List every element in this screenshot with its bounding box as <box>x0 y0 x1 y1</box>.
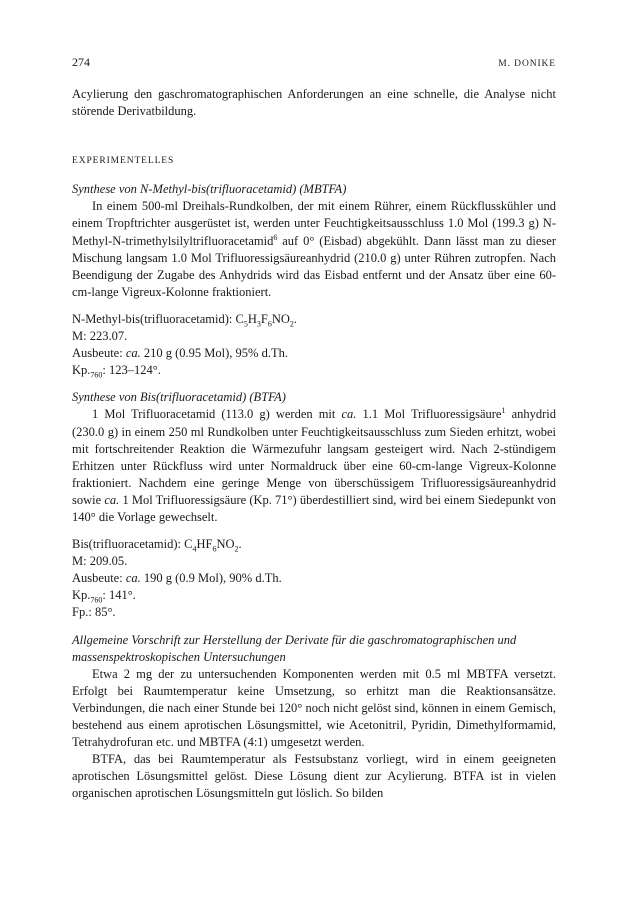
mp-label: Fp.: <box>72 605 95 620</box>
formula-label: Bis(trifluoracetamid): <box>72 537 185 552</box>
mass-label: M: <box>72 554 90 569</box>
formula-part: . <box>293 311 298 326</box>
formula-label: N-Methyl-bis(trifluoracetamid): <box>72 311 236 326</box>
running-header <box>72 54 556 72</box>
circa-label: ca. <box>125 571 141 586</box>
mbtfa-mass-line <box>72 328 556 345</box>
page <box>72 54 556 802</box>
yield-label: Ausbeute: <box>72 346 126 361</box>
bp-label: Kp. <box>72 363 91 378</box>
intro-paragraph: Acylierung den gaschromatographischen Anforderungen an eine schnelle, die Analyse nicht störende Derivatbildung. <box>72 87 556 119</box>
mbtfa-procedure <box>72 198 556 301</box>
btfa-procedure <box>72 406 556 526</box>
section-title: EXPERIMENTELLES <box>72 156 175 167</box>
mbtfa-body-a: In einem 500-ml Dreihals-Rundkolben, der mit einem Rührer, einem Rückflusskühler und einem Tropftrichter ausgerüstet ist, werden unter Feuchtigkeitsausschluss 1.0 Mol (199.3 g) N-Methyl-N-trimethylsilyltrifluoracetamid <box>72 199 556 248</box>
btfa-bp-line <box>72 587 556 604</box>
btfa-body-b: 1.1 Mol Trifluoressigsäure <box>356 407 502 422</box>
btfa-mp-line <box>72 604 556 621</box>
bp-label: Kp. <box>72 588 91 603</box>
running-author: M. DONIKE <box>498 59 556 69</box>
page-number: 274 <box>72 55 90 69</box>
mbtfa-formula-line <box>72 311 556 328</box>
mbtfa-yield-line <box>72 345 556 362</box>
bp-value: : 123–124°. <box>102 363 161 378</box>
mp-value: 85°. <box>94 605 116 620</box>
btfa-body-c: anhydrid (230.0 g) in einem 250 ml Rundkolben unter Feuchtigkeitsausschluss zum Sieden erhitzt, wobei mit fortschreitender Reaktion die Wärmezufuhr langsam gesteigert wird. Nach 2-stündigem Erhitzen unter Rückfluss wird unter Normaldruck über eine 60-cm-lange Vigreux-Kolonne fraktioniert. Nachdem eine geringe Menge von überschüssigem Trifluoressigsäureanhydrid sowie <box>72 407 557 507</box>
formula-subscript: 6 <box>212 544 217 554</box>
yield-value: 210 g (0.95 Mol), 95% d.Th. <box>140 346 288 361</box>
general-paragraph-2: BTFA, das bei Raumtemperatur als Festsubstanz vorliegt, wird in einem geeigneten aprotischen Lösungsmittel gelöst. Diese Lösung dient zur Acylierung. BTFA ist in vielen organischen aprotischen Lösungsmitteln gut löslich. So bilden <box>72 752 556 801</box>
formula-subscript: 4 <box>192 544 197 554</box>
yield-label: Ausbeute: <box>72 571 126 586</box>
btfa-mass-line <box>72 553 556 570</box>
formula-subscript: 2 <box>234 544 239 554</box>
formula-part: . <box>238 537 242 552</box>
formula-part: C <box>235 311 244 326</box>
formula-part: H <box>247 311 257 326</box>
btfa-heading: Synthese von Bis(trifluoracetamid) (BTFA) <box>72 390 286 405</box>
formula-part: NO <box>271 311 290 326</box>
formula-part: F <box>260 311 268 326</box>
btfa-properties <box>72 536 556 621</box>
circa-label: ca. <box>125 346 141 361</box>
mbtfa-bp-line <box>72 362 556 379</box>
yield-value: 190 g (0.9 Mol), 90% d.Th. <box>140 571 282 586</box>
bp-pressure: 760 <box>90 370 103 380</box>
btfa-yield-line <box>72 570 556 587</box>
mbtfa-heading: Synthese von N-Methyl-bis(trifluoracetamid) (MBTFA) <box>72 182 347 197</box>
btfa-formula-line <box>72 536 556 553</box>
bp-value: : 141°. <box>102 588 136 603</box>
mbtfa-properties <box>72 311 556 379</box>
reference-note: 1 <box>501 406 506 416</box>
btfa-body-a: 1 Mol Trifluoracetamid (113.0 g) werden mit <box>92 407 342 422</box>
formula-subscript: 2 <box>289 319 294 329</box>
mass-value: 209.05. <box>89 554 128 569</box>
general-paragraph-1: Etwa 2 mg der zu untersuchenden Komponenten werden mit 0.5 ml MBTFA versetzt. Erfolgt bei Raumtemperatur keine Umsetzung, so erhitzt man die Reaktionsansätze. Verbindungen, die nach einer Stunde bei 120° noch nicht gelöst sind, können in einem Gemisch, bestehend aus einem aprotischen Lösungsmittel, wie Acetonitril, Pyridin, Dimethylformamid, Tetrahydrofuran etc. und MBTFA (4:1) umgesetzt werden. <box>72 666 556 750</box>
mass-label: M: <box>72 329 90 344</box>
formula-part: HF <box>196 537 213 552</box>
mbtfa-body-b: auf 0° (Eisbad) abgekühlt. Dann lässt man zu dieser Mischung langsam 1.0 Mol Trifluoressigsäureanhydrid (210.0 g) unter Rühren zutropfen. Nach Beendigung der Zugabe des Anhydrids wird das Eisbad entfernt und der Ansatz über eine 60-cm-lange Vigreux-Kolonne fraktioniert. <box>72 233 556 299</box>
circa-label: ca. <box>341 407 357 422</box>
circa-label: ca. <box>104 492 120 507</box>
reference-note: 6 <box>273 232 278 242</box>
mass-value: 223.07. <box>89 329 128 344</box>
formula-subscript: 5 <box>243 319 248 329</box>
formula-part: C <box>184 537 193 552</box>
bp-pressure: 760 <box>90 595 103 605</box>
formula-part: NO <box>216 537 235 552</box>
general-heading: Allgemeine Vorschrift zur Herstellung der Derivate für die gaschromatographischen und massenspektroskopischen Untersuchungen <box>72 632 517 664</box>
formula-subscript: 6 <box>267 319 272 329</box>
btfa-body-d: 1 Mol Trifluoressigsäure (Kp. 71°) überdestilliert sind, wird bei einem Siedepunkt von 140° die Vorlage gewechselt. <box>72 492 556 524</box>
formula-subscript: 3 <box>256 319 261 329</box>
